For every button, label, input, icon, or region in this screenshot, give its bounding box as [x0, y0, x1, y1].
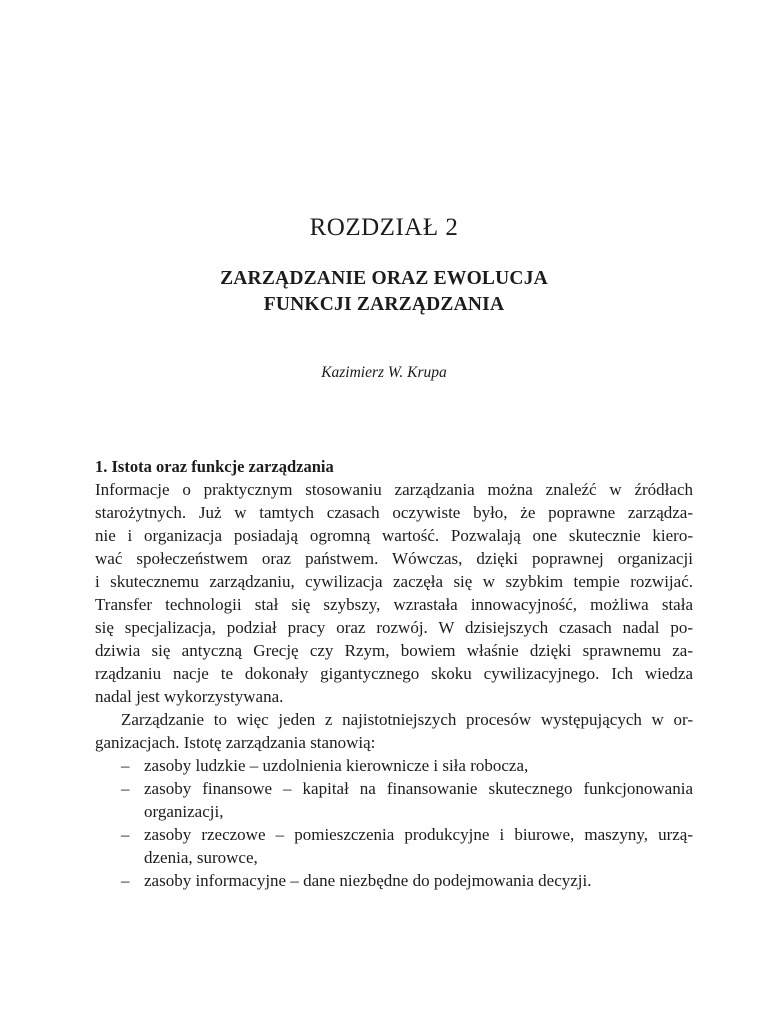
- list-item: [95, 869, 693, 892]
- section-heading: 1. Istota oraz funkcje zarządzania: [95, 457, 334, 476]
- list-item: [95, 754, 693, 777]
- text-line: nadal jest wykorzystywana.: [95, 687, 284, 706]
- dash-bullet: –: [121, 871, 130, 890]
- text-line: się specjalizacja, podział pracy oraz rozwój. W dzisiejszych czasach nadal po-: [95, 618, 693, 637]
- list-item-text: zasoby rzeczowe – pomieszczenia produkcyjne i biurowe, maszyny, urzą-: [144, 825, 693, 844]
- text-line: starożytnych. Już w tamtych czasach oczywiste było, że poprawne zarządza-: [95, 503, 693, 522]
- text-line: nie i organizacja posiadają ogromną wartość. Pozwalają one skutecznie kiero-: [95, 526, 693, 545]
- chapter-label: ROZDZIAŁ 2: [309, 214, 459, 241]
- paragraph-1: [95, 478, 693, 708]
- text-line: rządzaniu nacje te dokonały gigantycznego skoku cywilizacyjnego. Ich wiedza: [95, 664, 693, 683]
- chapter-author: Kazimierz W. Krupa: [321, 364, 447, 381]
- text-line: dziwia się antyczną Grecję czy Rzym, bowiem właśnie dzięki sprawnemu za-: [95, 641, 693, 660]
- text-line: Zarządzanie to więc jeden z najistotniejszych procesów występujących w or-: [121, 710, 693, 729]
- text-line: ganizacjach. Istotę zarządzania stanowią:: [95, 733, 376, 752]
- text-line: Transfer technologii stał się szybszy, wzrastała innowacyjność, możliwa stała: [95, 595, 693, 614]
- text-line: i skutecznemu zarządzaniu, cywilizacja zaczęła się w szybkim tempie rozwijać.: [95, 572, 693, 591]
- paragraph-2: [95, 708, 693, 754]
- list-item-text: dzenia, surowce,: [144, 848, 258, 867]
- text-line: Informacje o praktycznym stosowaniu zarządzania można znaleźć w źródłach: [95, 480, 693, 499]
- list-item-text: zasoby finansowe – kapitał na finansowanie skutecznego funkcjonowania: [144, 779, 693, 798]
- chapter-title: [0, 266, 768, 318]
- dash-bullet: –: [121, 779, 130, 798]
- list-item: [95, 823, 693, 869]
- list-item-text: zasoby ludzkie – uzdolnienia kierownicze i siła robocza,: [144, 756, 529, 775]
- text-line: wać społeczeństwem oraz państwem. Wówczas, dzięki poprawnej organizacji: [95, 549, 693, 568]
- list-item-text: organizacji,: [144, 802, 224, 821]
- dash-bullet: –: [121, 825, 130, 844]
- dash-bullet: –: [121, 756, 130, 775]
- list-item-text: zasoby informacyjne – dane niezbędne do podejmowania decyzji.: [144, 871, 592, 890]
- chapter-title-line: FUNKCJI ZARZĄDZANIA: [263, 294, 505, 315]
- chapter-title-line: ZARZĄDZANIE ORAZ EWOLUCJA: [220, 268, 548, 289]
- resource-list: [95, 754, 693, 892]
- chapter-body: [95, 455, 693, 892]
- list-item: [95, 777, 693, 823]
